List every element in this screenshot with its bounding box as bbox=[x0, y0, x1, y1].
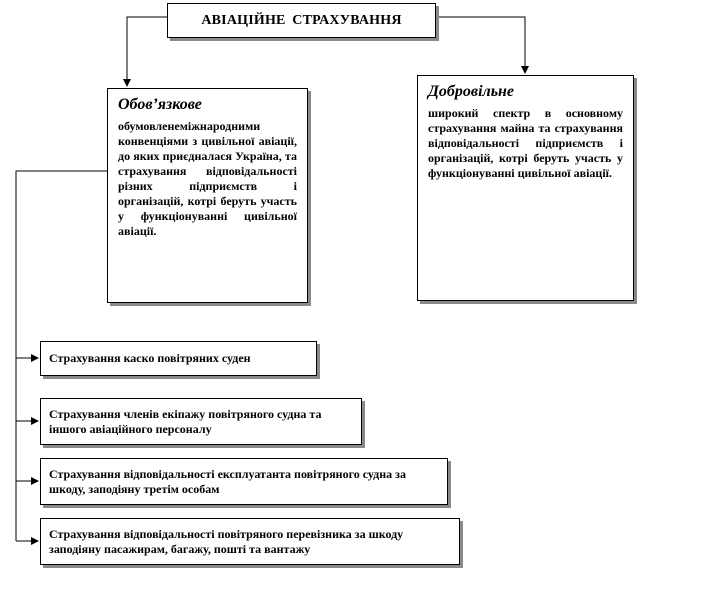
mandatory-box bbox=[107, 88, 308, 303]
mandatory-heading: Обов’язкове bbox=[118, 96, 202, 113]
diagram-title: АВІАЦІЙНЕ СТРАХУВАННЯ bbox=[167, 3, 436, 38]
mandatory-description: обумовленеміжнародними конвенціями з цивільної авіації, до яких приєдналася Україна, та страхування відповідальності різних підприємств і організацій, котрі беруть участь у функціонуванні цивільної авіації. bbox=[118, 119, 297, 238]
arrow-title-to-voluntary bbox=[436, 17, 525, 73]
item-operator-liability: Страхування відповідальності експлуатанта повітряного судна за шкоду, заподіяну третім особам bbox=[40, 458, 448, 505]
arrow-title-to-mandatory bbox=[127, 17, 167, 86]
voluntary-description: широкий спектр в основному страхування майна та страхування відповідальності підприємств і організацій, котрі беруть участь у функціонуванні цивільної авіації. bbox=[428, 106, 623, 180]
item-carrier-liability: Страхування відповідальності повітряного перевізника за шкоду заподіяну пасажирам, багажу, пошті та вантажу bbox=[40, 518, 460, 565]
item-hull-insurance: Страхування каско повітряних суден bbox=[40, 341, 317, 376]
voluntary-box bbox=[417, 75, 634, 301]
item-crew-insurance: Страхування членів екіпажу повітряного судна та іншого авіаційного персоналу bbox=[40, 398, 362, 445]
voluntary-heading: Добровільне bbox=[428, 83, 515, 100]
